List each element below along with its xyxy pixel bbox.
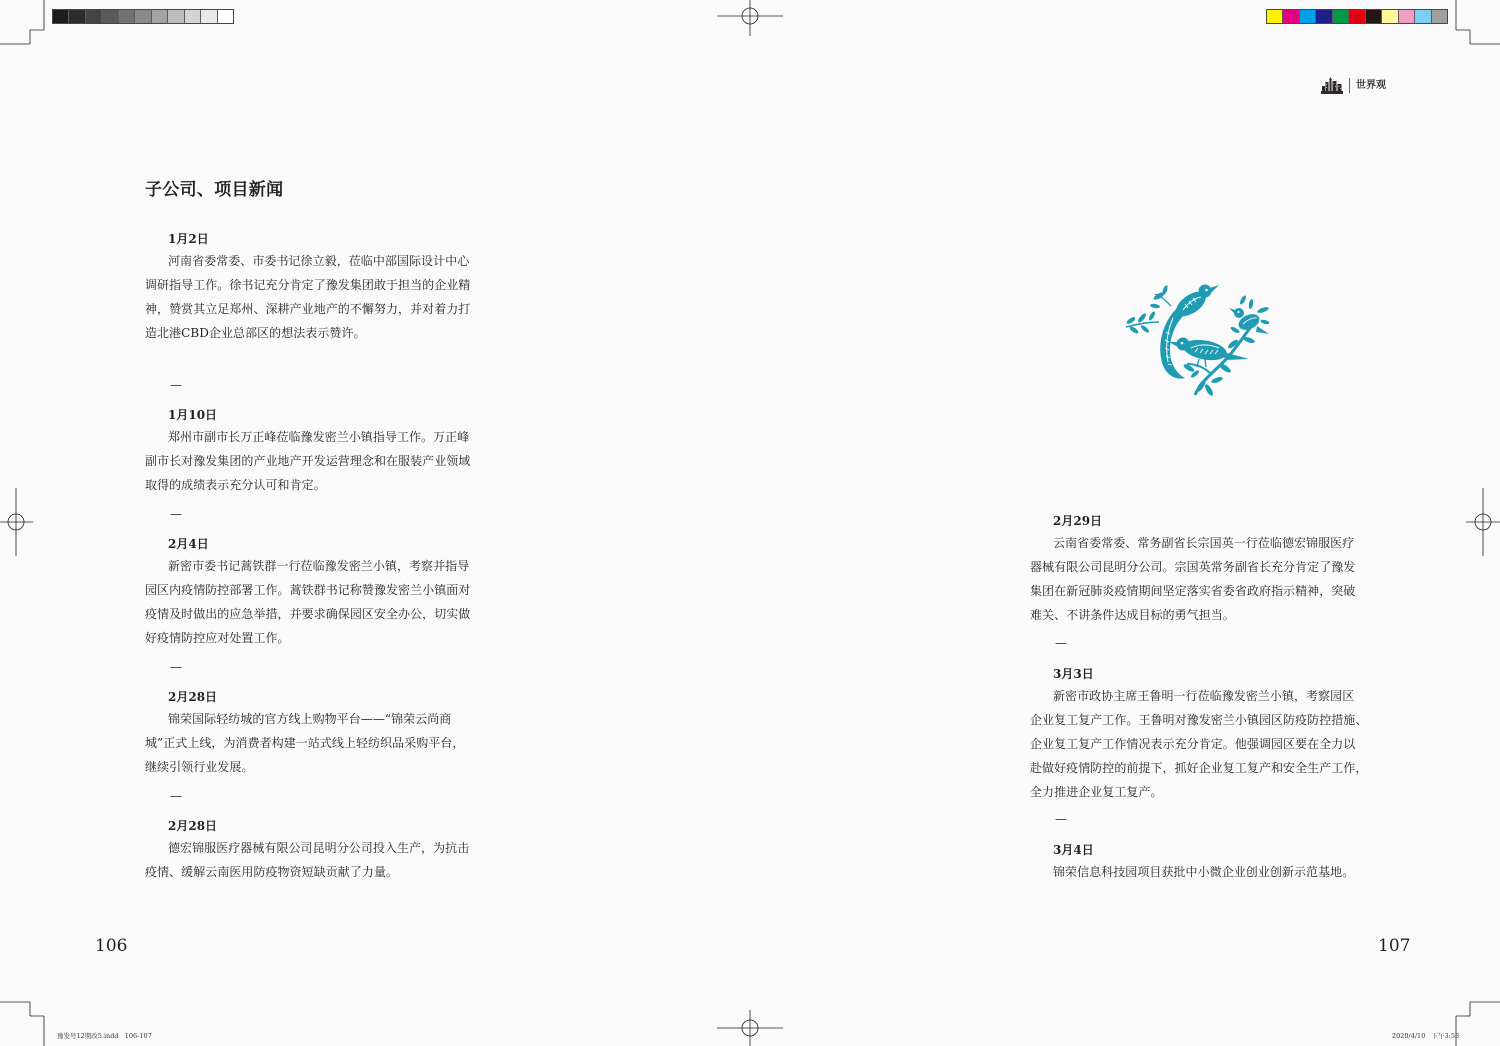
news-entry [1030,511,1375,627]
entry-date: 2月28日 [168,690,218,704]
color-swatch [1333,10,1349,23]
color-swatch [1415,10,1431,23]
paragraph-line: 新密市政协主席王鲁明一行莅临豫发密兰小镇，考察园区 [1053,689,1355,703]
news-entry [145,229,490,345]
paragraph-line: 郑州市副市长万正峰莅临豫发密兰小镇指导工作。万正峰 [168,430,470,444]
paragraph-line: 好疫情防控应对处置工作。 [145,631,290,645]
skyline-logo-icon [1321,77,1343,94]
entry-separator: — [170,507,182,521]
paragraph-line: 锦荣国际轻纺城的官方线上购物平台——“锦荣云尚商 [168,712,452,726]
gray-swatch [53,10,69,23]
news-entry [1030,664,1375,804]
gray-swatch [168,10,184,23]
entry-separator: — [170,378,182,392]
paragraph-line: 全力推进企业复工复产。 [1030,785,1163,799]
color-swatch [1349,10,1365,23]
gray-swatch [135,10,151,23]
entry-separator: — [170,660,182,674]
paragraph-line: 神，赞赏其立足郑州、深耕产业地产的不懈努力，并对着力打 [145,302,471,316]
registration-mark-right [1466,488,1500,556]
page-title: 子公司、项目新闻 [145,180,284,200]
entry-date: 3月4日 [1053,843,1094,857]
process-color-bar [1266,9,1448,24]
entry-separator: — [1055,812,1067,826]
color-swatch [1382,10,1398,23]
slug-timestamp: 2020/4/10 下午3:53 [1392,1032,1460,1040]
color-swatch [1300,10,1316,23]
paragraph-line: 疫情、缓解云南医用防疫物资短缺贡献了力量。 [145,865,399,879]
crop-mark-top-left [0,0,44,44]
gray-swatch [185,10,201,23]
color-swatch [1366,10,1382,23]
crop-mark-bottom-left [0,1002,44,1046]
paragraph-line: 企业复工复产工作情况表示充分肯定。他强调园区要在全力以 [1030,737,1356,751]
color-swatch [1283,10,1299,23]
paragraph-line: 难关、不讲条件达成目标的勇气担当。 [1030,608,1235,622]
slug-file-info: 豫发号12期改5.indd 106-107 [57,1032,152,1040]
entry-date: 1月10日 [168,408,218,422]
entry-date: 2月28日 [168,819,218,833]
section-label: 世界观 [1356,80,1386,91]
gray-swatch [69,10,85,23]
gray-swatch [86,10,102,23]
news-entry [145,405,490,497]
color-swatch [1432,10,1447,23]
entry-date: 2月29日 [1053,514,1103,528]
paragraph-line: 云南省委常委、常务副省长宗国英一行莅临德宏锦服医疗 [1053,536,1355,550]
grayscale-color-bar [52,9,234,24]
paragraph-line: 副市长对豫发集团的产业地产开发运营理念和在服装产业领域 [145,454,471,468]
header-divider [1349,78,1350,93]
color-swatch [1316,10,1332,23]
crop-mark-top-right [1456,0,1500,44]
gray-swatch [102,10,118,23]
paragraph-line: 疫情及时做出的应急举措，并要求确保园区安全办公，切实做 [145,607,471,621]
paragraph-line: 园区内疫情防控部署工作。蒿铁群书记称赞豫发密兰小镇面对 [145,583,471,597]
news-entry [145,816,490,884]
gray-swatch [201,10,217,23]
crop-mark-bottom-right [1456,1002,1500,1046]
paragraph-line: 器械有限公司昆明分公司。宗国英常务副省长充分肯定了豫发 [1030,560,1356,574]
papercut-birds-icon [1125,282,1270,397]
paragraph-line: 调研指导工作。徐书记充分肯定了豫发集团敢于担当的企业精 [145,278,471,292]
paragraph-line: 企业复工复产工作。王鲁明对豫发密兰小镇园区防疫防控措施、 [1030,713,1368,727]
news-entry [1030,840,1375,884]
gray-swatch [152,10,168,23]
color-swatch [1399,10,1415,23]
paragraph-line: 造北港CBD企业总部区的想法表示赞许。 [145,326,366,340]
paragraph-line: 继续引领行业发展。 [145,760,254,774]
color-swatch [1267,10,1283,23]
paragraph-line: 新密市委书记蒿铁群一行莅临豫发密兰小镇，考察并指导 [168,559,470,573]
paragraph-line: 取得的成绩表示充分认可和肯定。 [145,478,326,492]
paragraph-line: 集团在新冠肺炎疫情期间坚定落实省委省政府指示精神，突破 [1030,584,1356,598]
gray-swatch [218,10,233,23]
paragraph-line: 锦荣信息科技园项目获批中小微企业创业创新示范基地。 [1053,865,1355,879]
entry-separator: — [170,789,182,803]
page-number-left: 106 [95,936,128,956]
page-number-right: 107 [1378,936,1411,956]
registration-mark-bottom [717,1010,783,1046]
entry-date: 3月3日 [1053,667,1094,681]
entry-separator: — [1055,636,1067,650]
registration-mark-left [0,488,33,556]
news-entry [145,534,490,650]
paragraph-line: 河南省委常委、市委书记徐立毅，莅临中部国际设计中心 [168,254,470,268]
entry-date: 1月2日 [168,232,209,246]
entry-date: 2月4日 [168,537,209,551]
paragraph-line: 城”正式上线，为消费者构建一站式线上轻纺织品采购平台， [145,736,465,750]
gray-swatch [119,10,135,23]
registration-mark-top [717,0,783,36]
paragraph-line: 德宏锦服医疗器械有限公司昆明分公司投入生产，为抗击 [168,841,470,855]
news-entry [145,687,490,779]
paragraph-line: 赴做好疫情防控的前提下，抓好企业复工复产和安全生产工作， [1030,761,1368,775]
